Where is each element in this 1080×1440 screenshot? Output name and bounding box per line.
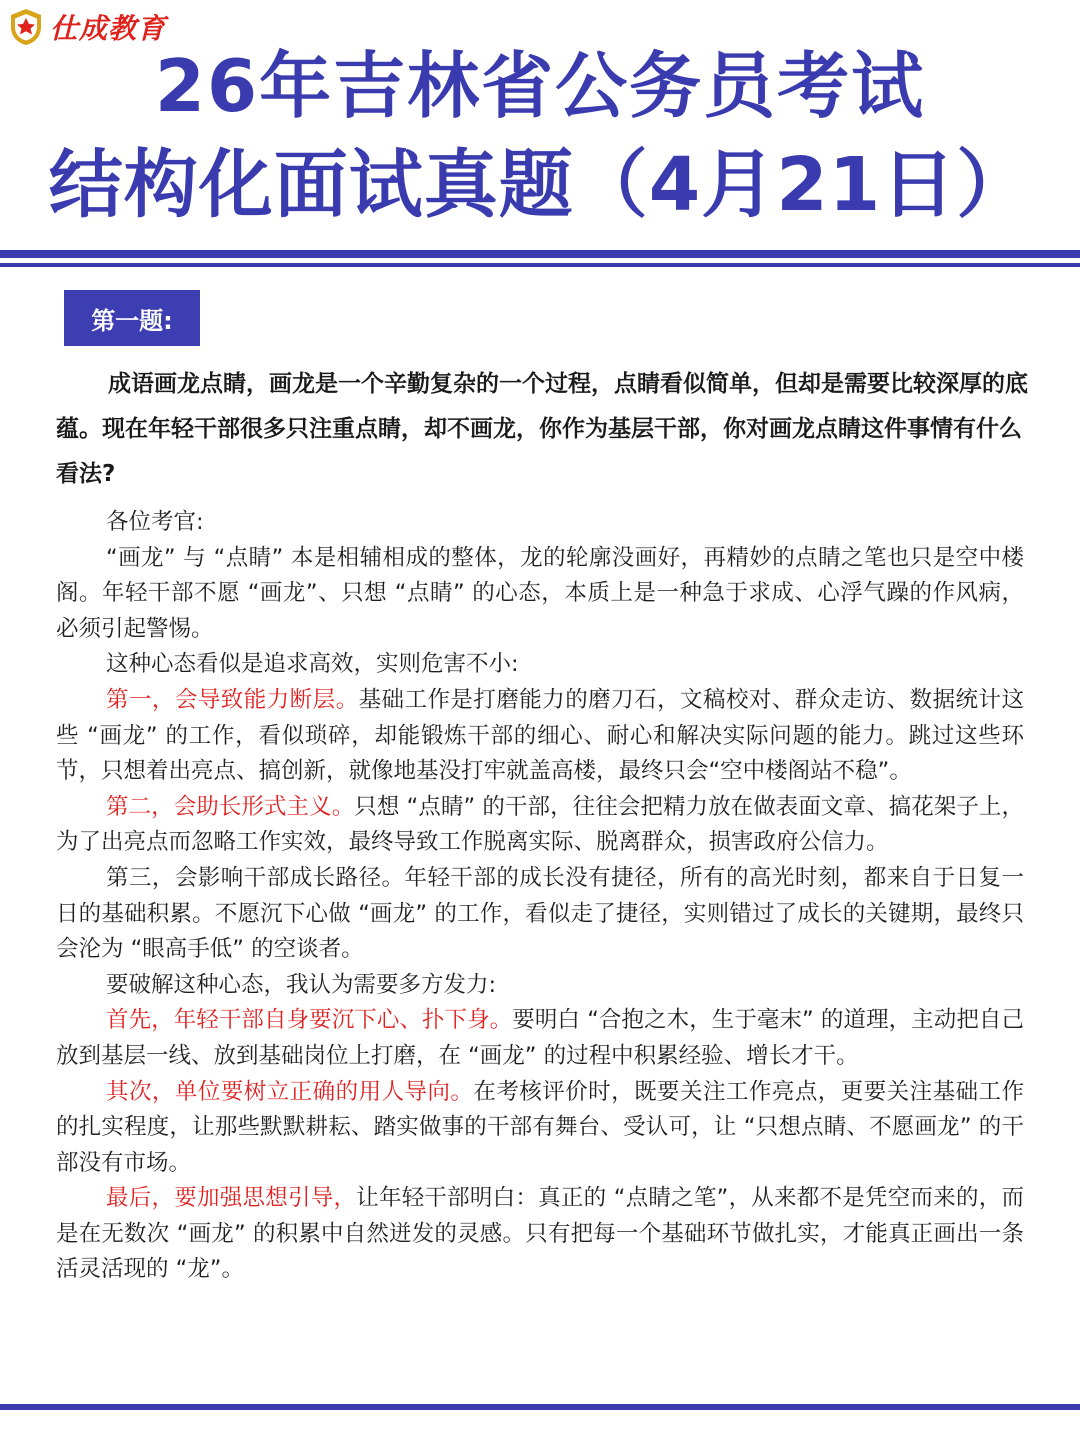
answer-measure-1	[56, 1003, 1024, 1074]
measure-3-body: 让年轻干部明白：真正的 “点睛之笔”，从来都不是凭空而来的，而是在无数次 “画龙” 的积累中自然迸发的灵感。只有把每一个基础环节做扎实，才能真正画出一条活灵活现的 “龙”。	[56, 1185, 1024, 1283]
answer-point-2	[56, 790, 1024, 861]
shield-logo-icon	[8, 7, 44, 47]
page-title-line-1: 26年吉林省公务员考试	[154, 44, 926, 128]
answer-greeting: 各位考官:	[106, 509, 204, 535]
answer-paragraph-solution-intro: 要破解这种心态，我认为需要多方发力:	[106, 971, 497, 998]
point-2-heading: 第二，会助长形式主义。	[106, 793, 355, 820]
point-2-body: 只想 “点睛” 的干部，往往会把精力放在做表面文章、搞花架子上，为了出亮点而忽略工作实效，最终导致工作脱离实际、脱离群众，损害政府公信力。	[56, 793, 1024, 856]
answer-measure-3	[56, 1181, 1024, 1288]
point-1-body: 基础工作是打磨能力的磨刀石，文稿校对、群众走访、数据统计这些 “画龙” 的工作，看似琐碎，却能锻炼干部的细心、耐心和解决实际问题的能力。跳过这些环节，只想着出亮点、搞创新，就像地基没打牢就盖高楼，最终只会“空中楼阁站不稳”。	[56, 686, 1024, 785]
answer-body	[56, 505, 1024, 1288]
measure-2-heading: 其次，单位要树立正确的用人导向。	[106, 1078, 474, 1105]
measure-1-body: 要明白 “合抱之木，生于毫末” 的道理，主动把自己放到基层一线、放到基础岗位上打磨，在 “画龙” 的过程中积累经验、增长才干。	[56, 1007, 1024, 1069]
divider-thick	[0, 250, 1080, 258]
measure-1-heading: 首先，年轻干部自身要沉下心、扑下身。	[106, 1007, 513, 1034]
answer-point-1	[56, 683, 1024, 790]
answer-measure-2	[56, 1075, 1024, 1182]
divider-bottom	[0, 1404, 1080, 1410]
answer-paragraph-harm-intro: 这种心态看似是追求高效，实则危害不小:	[106, 651, 519, 678]
divider-thin	[0, 263, 1080, 267]
page-title-line-2: 结构化面试真题（4月21日）	[48, 142, 1032, 228]
answer-paragraph-intro: “画龙” 与 “点睛” 本是相辅相成的整体，龙的轮廓没画好，再精妙的点睛之笔也只是空中楼阁。年轻干部不愿 “画龙”、只想 “点睛” 的心态，本质上是一种急于求成、心浮气躁的作风病，必须引起警惕。	[56, 544, 1024, 642]
brand-name: 仕成教育	[50, 12, 167, 45]
measure-2-body: 在考核评价时，既要关注工作亮点，更要关注基础工作的扎实程度，让那些默默耕耘、踏实做事的干部有舞台、受认可，让 “只想点睛、不愿画龙” 的干部没有市场。	[56, 1078, 1024, 1176]
brand-logo	[8, 6, 166, 48]
point-1-heading: 第一，会导致能力断层。	[106, 686, 359, 713]
question-label-badge: 第一题:	[64, 290, 200, 346]
measure-3-heading: 最后，要加强思想引导，	[106, 1185, 357, 1212]
answer-point-3: 第三，会影响干部成长路径。年轻干部的成长没有捷径，所有的高光时刻，都来自于日复一日的基础积累。不愿沉下心做 “画龙” 的工作，看似走了捷径，实则错过了成长的关键期，最终只会沦为 “眼高手低” 的空谈者。	[56, 864, 1024, 963]
question-text: 成语画龙点睛，画龙是一个辛勤复杂的一个过程，点睛看似简单，但却是需要比较深厚的底蕴。现在年轻干部很多只注重点睛，却不画龙，你作为基层干部，你对画龙点睛这件事情有什么看法?	[56, 371, 1028, 487]
